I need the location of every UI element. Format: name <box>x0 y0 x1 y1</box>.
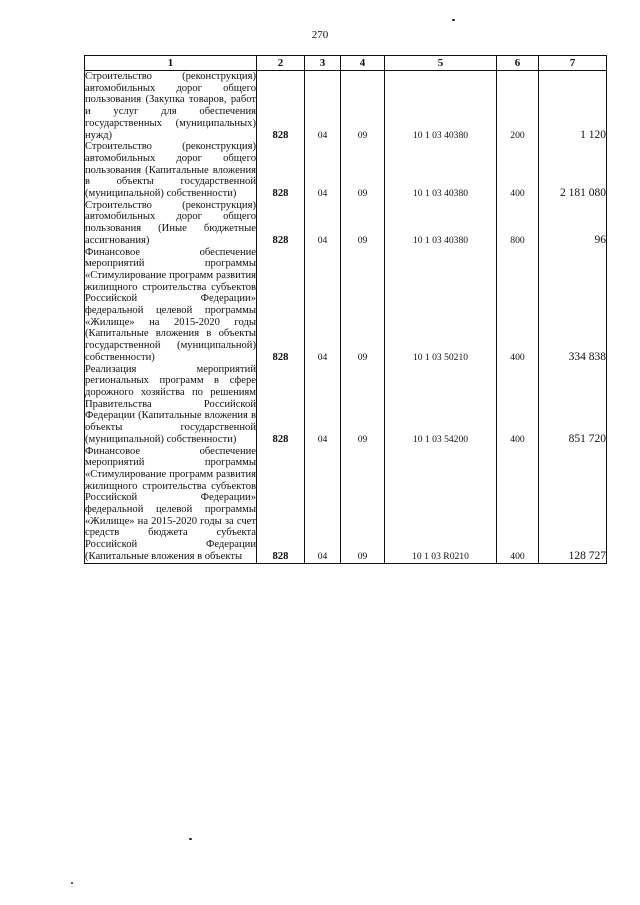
row-subsection: 09 <box>341 446 385 564</box>
row-section: 04 <box>305 200 341 247</box>
row-subsection: 09 <box>341 364 385 446</box>
column-header: 1 <box>85 56 257 71</box>
row-grbs: 828 <box>257 71 305 142</box>
table-row <box>85 200 607 247</box>
row-section: 04 <box>305 141 341 200</box>
row-subsection: 09 <box>341 71 385 142</box>
row-grbs: 828 <box>257 446 305 564</box>
row-amount: 334 838 <box>539 247 607 364</box>
row-target-article: 10 1 03 54200 <box>385 364 497 446</box>
column-header: 5 <box>385 56 497 71</box>
row-target-article: 10 1 03 50210 <box>385 247 497 364</box>
row-section: 04 <box>305 364 341 446</box>
budget-table <box>84 55 607 564</box>
row-subsection: 09 <box>341 141 385 200</box>
row-amount: 128 727 <box>539 446 607 564</box>
row-description: Строительство (реконструкция) автомобильных дорог общего пользования (Иные бюджетные ассигнования) <box>85 199 256 246</box>
row-description: Финансовое обеспечение мероприятий программы «Стимулирование программ развития жилищного строительства субъектов Российской Федерации» федеральной целевой программы «Жилище» на 2015-2020 годы (Капитальные вложения в объекты государственной (муниципальной) собственности) <box>85 246 256 363</box>
page-number: 270 <box>311 29 329 41</box>
column-header: 2 <box>257 56 305 71</box>
scan-speck <box>452 19 455 21</box>
column-header: 6 <box>497 56 539 71</box>
row-grbs: 828 <box>257 200 305 247</box>
row-amount: 1 120 <box>539 71 607 142</box>
row-target-article: 10 1 03 40380 <box>385 71 497 142</box>
row-expense-type: 400 <box>497 247 539 364</box>
row-section: 04 <box>305 247 341 364</box>
table-row <box>85 71 607 142</box>
table-row <box>85 364 607 446</box>
row-subsection: 09 <box>341 200 385 247</box>
row-expense-type: 200 <box>497 71 539 142</box>
row-section: 04 <box>305 446 341 564</box>
row-grbs: 828 <box>257 247 305 364</box>
row-expense-type: 800 <box>497 200 539 247</box>
table-row <box>85 141 607 200</box>
row-description: Финансовое обеспечение мероприятий программы «Стимулирование программ развития жилищного строительства субъектов Российской Федерации» федеральной целевой программы «Жилище» на 2015-2020 годы за счет средств бюджета субъекта Российской Федерации (Капитальные вложения в объекты <box>85 445 256 562</box>
row-subsection: 09 <box>341 247 385 364</box>
row-grbs: 828 <box>257 141 305 200</box>
row-description: Реализация мероприятий региональных программ в сфере дорожного хозяйства по решениям Правительства Российской Федерации (Капитальные вложения в объекты государственной (муниципальной) собственности) <box>85 363 256 445</box>
column-header: 7 <box>539 56 607 71</box>
table-row <box>85 446 607 564</box>
table-row <box>85 247 607 364</box>
row-description: Строительство (реконструкция) автомобильных дорог общего пользования (Капитальные вложения в объекты государственной (муниципальной) собственности) <box>85 141 256 200</box>
row-target-article: 10 1 03 40380 <box>385 141 497 200</box>
scan-speck <box>189 838 192 840</box>
scan-speck <box>71 882 73 884</box>
row-description: Строительство (реконструкция) автомобильных дорог общего пользования (Закупка товаров, работ и услуг для обеспечения государственных (муниципальных) нужд) <box>85 71 256 141</box>
table-header-row <box>85 56 607 71</box>
row-amount: 96 <box>539 200 607 247</box>
row-grbs: 828 <box>257 364 305 446</box>
row-expense-type: 400 <box>497 364 539 446</box>
row-expense-type: 400 <box>497 446 539 564</box>
row-target-article: 10 1 03 R0210 <box>385 446 497 564</box>
row-target-article: 10 1 03 40380 <box>385 200 497 247</box>
row-section: 04 <box>305 71 341 142</box>
row-amount: 851 720 <box>539 364 607 446</box>
column-header: 4 <box>341 56 385 71</box>
row-expense-type: 400 <box>497 141 539 200</box>
column-header: 3 <box>305 56 341 71</box>
row-amount: 2 181 080 <box>539 141 607 200</box>
